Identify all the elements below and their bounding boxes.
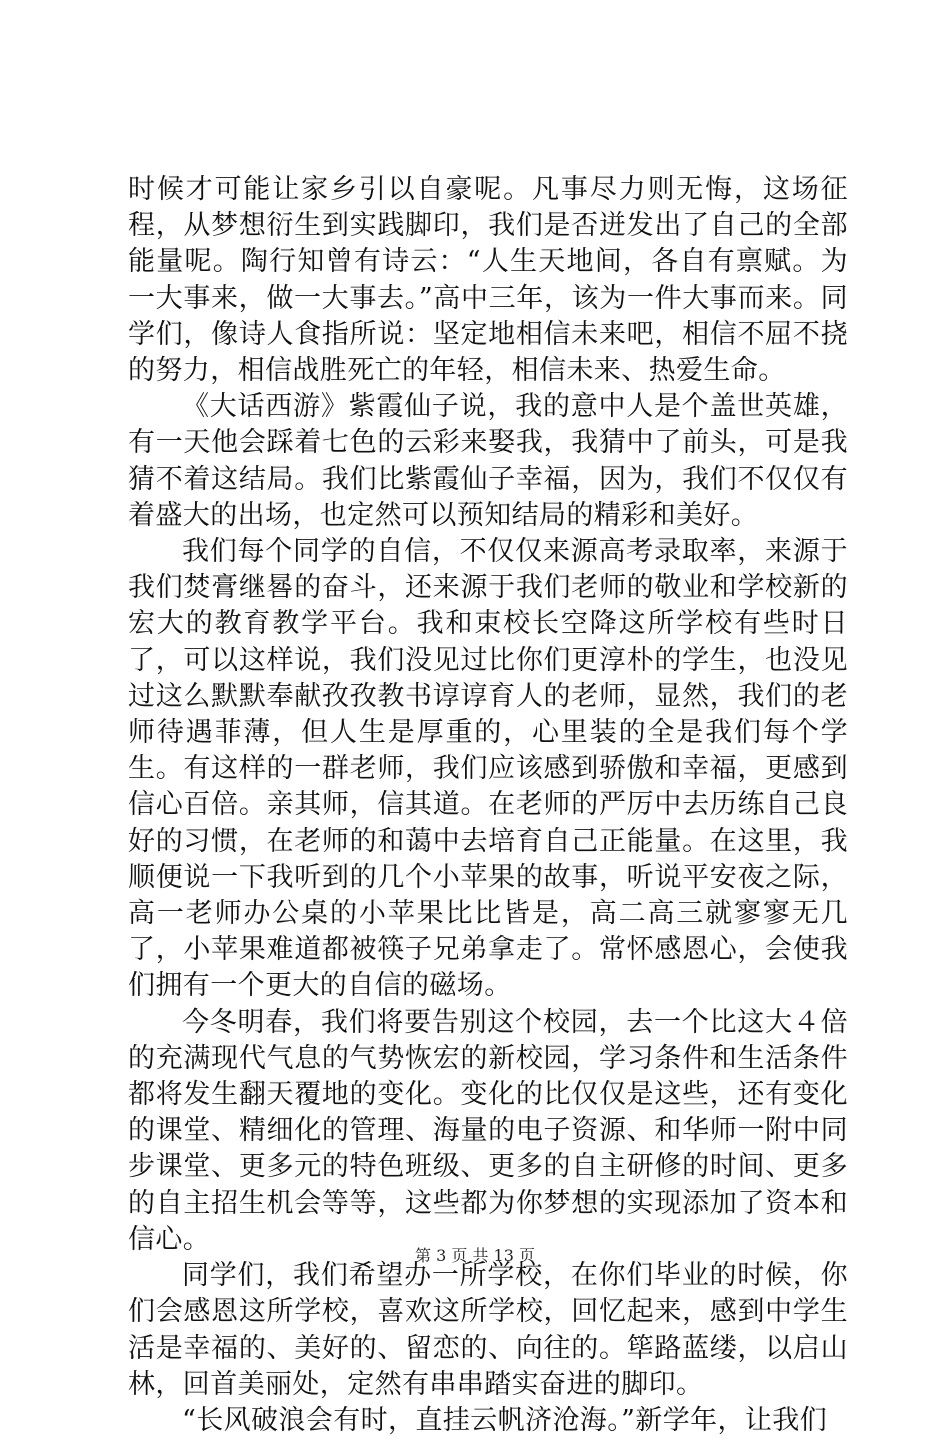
page-number-footer: 第 3 页 共 13 页 <box>415 1246 535 1265</box>
paragraph-2: 《大话西游》紫霞仙子说，我的意中人是个盖世英雄，有一天他会踩着七色的云彩来娶我，我猜中了前头，可是我猜不着这结局。我们比紫霞仙子幸福，因为，我们不仅仅有着盛大的出场，也定然可以预知结局的精彩和美好。 <box>128 391 848 531</box>
paragraph-6: “长风破浪会有时，直挂云帆济沧海。”新学年，让我们 <box>182 1404 828 1436</box>
paragraph-4: 今冬明春，我们将要告别这个校园，去一个比这大４倍的充满现代气息的气势恢宏的新校园，学习条件和生活条件都将发生翻天覆地的变化。变化的比仅仅是这些，还有变化的课堂、精细化的管理、海量的电子资源、和华师一附中同步课堂、更多元的特色班级、更多的自主研修的时间、更多的自主招生机会等等，这些都为你梦想的实现添加了资本和信心。 <box>128 1006 848 1255</box>
paragraph-5: 同学们，我们希望办一所学校，在你们毕业的时候，你们会感恩这所学校，喜欢这所学校，回忆起来，感到中学生活是幸福的、美好的、留恋的、向往的。筚路蓝缕，以启山林，回首美丽处，定然有串串踏实奋进的脚印。 <box>128 1260 848 1400</box>
paragraph-3: 我们每个同学的自信，不仅仅来源高考录取率，来源于我们焚膏继晷的奋斗，还来源于我们老师的敬业和学校新的宏大的教育教学平台。我和束校长空降这所学校有些时日了，可以这样说，我们没见过比你们更淳朴的学生，也没见过这么默默奉献孜孜教书谆谆育人的老师，显然，我们的老师待遇菲薄，但人生是厚重的，心里装的全是我们每个学生。有这样的一群老师，我们应该感到骄傲和幸福，更感到信心百倍。亲其师，信其道。在老师的严厉中去历练自己良好的习惯，在老师的和蔼中去培育自己正能量。在这里，我顺便说一下我听到的几个小苹果的故事，听说平安夜之际，高一老师办公桌的小苹果比比皆是，高二高三就寥寥无几了，小苹果难道都被筷子兄弟拿走了。常怀感恩心，会使我们拥有一个更大的自信的磁场。 <box>128 536 848 1002</box>
paragraph-1: 时候才可能让家乡引以自豪呢。凡事尽力则无悔，这场征程，从梦想衍生到实践脚印，我们是否迸发出了自己的全部能量呢。陶行知曾有诗云：“人生天地间，各自有禀赋。为一大事来，做一大事去。”高中三年，该为一件大事而来。同学们，像诗人食指所说：坚定地相信未来吧，相信不屈不挠的努力，相信战胜死亡的年轻，相信未来、热爱生命。 <box>128 174 848 387</box>
